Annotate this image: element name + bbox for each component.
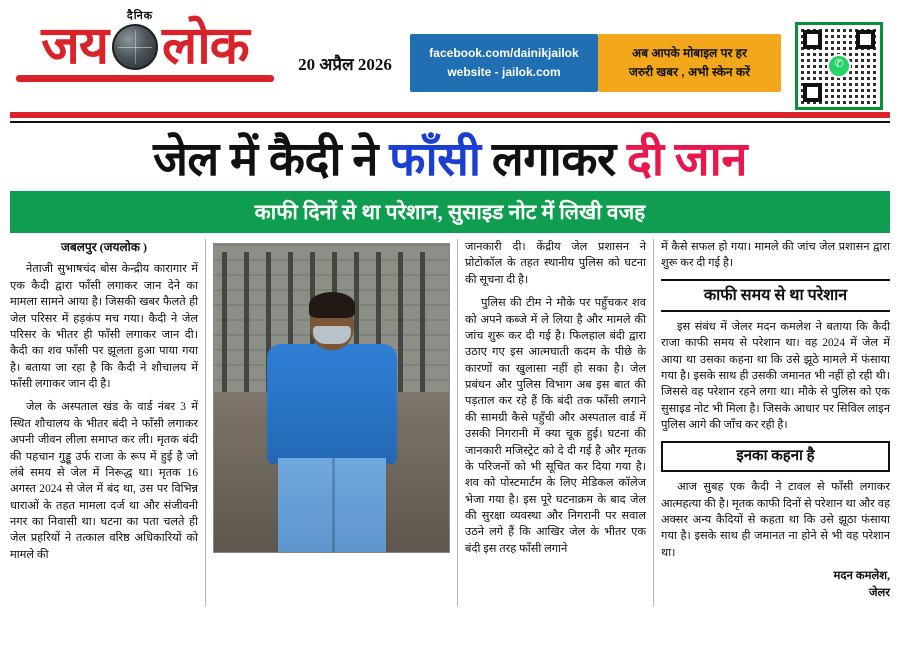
logo-word-left: जय: [41, 18, 109, 75]
logo-word-right: लोक: [162, 18, 249, 75]
qr-code-icon[interactable]: [801, 28, 877, 104]
jail-inmate-photo: [213, 243, 450, 553]
quote-box-heading: इनका कहना है: [661, 441, 890, 473]
headline-part-3: लगाकर: [480, 134, 627, 186]
masthead-thin-rule: [10, 121, 890, 123]
logo-wordmark: [10, 18, 280, 75]
edition-date: 20 अप्रैल 2026: [298, 55, 392, 74]
photo-person-legs: [278, 458, 386, 553]
paragraph: जेल के अस्पताल खंड के वार्ड नंबर 3 में स्थित शौचालय के भीतर बंदी ने फाँसी लगाकर अपनी जीवन लीला समाप्त कर ली। मृतक बंदी की पहचान गुड्डू उर्फ राजा के रूप में हुई है जो लंबे समय से जेल में निरूद्ध था। मृतक 16 अगस्त 2024 से जेल में बंद था, उस पर विभिन्न धाराओं के तहत मामला दर्ज था और संजीवनी नगर का निवासी था। घटना का पता चलते ही जेल प्रहरियों ने तत्काल वरिष्ठ अधिकारियों को मामले की: [10, 401, 198, 561]
paragraph: जानकारी दी। केंद्रीय जेल प्रशासन ने प्रोटोकॉल के तहत स्थानीय पुलिस को घटना की सूचना दी है।: [465, 241, 646, 286]
article-column-1: [10, 239, 206, 607]
photo-person-hair: [309, 292, 355, 318]
page-title: [10, 133, 890, 187]
scan-promo-block: [598, 34, 781, 92]
photo-person-mask: [313, 326, 351, 344]
qr-eye-bottom-left: [803, 83, 822, 102]
quote-text: आज सुबह एक कैदी ने टावल से फाँसी लगाकर आत्महत्या की है। मृतक काफी दिनों से परेशान था और वह अक्सर अन्य कैदियों से कहता था कि उसे झूठा फंसाया गया है। इसके साथ ही जमानत ना होने से भी वह परेशान था।: [661, 481, 890, 559]
qr-block[interactable]: [795, 22, 890, 110]
paragraph: पुलिस की टीम ने मौके पर पहुँचकर शव को अपने कब्जे में ले लिया है और मामले की जांच शुरू कर दी गई है। फिलहाल बंदी द्वारा उठाए गए इस आत्मघाती कदम के पीछे के कारणों का खुलासा नहीं हो सका है। जेल प्रबंधन और पुलिस विभाग अब इस बात की पड़ताल कर रहे हैं कि बंदी तक फाँसी लगाने की सामग्री कैसे पहुँची और अस्पताल वार्ड में उसकी निगरानी में क्या चूक हुई। घटना की जानकारी मजिस्ट्रेट को दे दी गई है और मृतक के परिजनों को भी सूचित कर दिया गया है। शव को पोस्टमार्टम के लिए मेडिकल कॉलेज भेजा गया है। इस पूरे घटनाक्रम के बाद जेल की सुरक्षा व्यवस्था और निगरानी पर सवाल उठने लगे हैं कि आखिर जेल के भीतर एक बंदी इस तरह फाँसी लगाने: [465, 297, 646, 555]
paragraph: इस संबंध में जेलर मदन कमलेश ने बताया कि कैदी राजा काफी समय से परेशान था। वह 2024 में जेल में आया था उसका कहना था कि उसे झूठे मामले में फंसाया गया है। इसके साथ ही उसकी जमानत भी नहीं हो रही थी। जिससे वह परेशान रहने लगा था। मौके से पुलिस को एक सुसाइड नोट भी मिला है। जिसके आधार पर सिविल लाइन पुलिस आगे की जाँच कर रही है।: [661, 320, 890, 432]
logo-kicker: दैनिक: [126, 10, 154, 22]
website-link[interactable]: website - jailok.com: [447, 65, 561, 80]
qr-frame: [795, 22, 883, 110]
paragraph: नेताजी सुभाषचंद बोस केन्द्रीय कारागार में एक कैदी द्वारा फाँसी लगाकर जान देने का मामला सामने आया है। जिसकी खबर फैलते ही जेल परिसर में हड़कंप मच गया। कैदी ने जेल परिसर के भीतर ही फाँसी लगाकर जान दी। कैदी का शव फाँसी पर झूलता हुआ पाया गया है। बताया जा रहा है कि कैदी ने शौचालय में फाँसी लगाकर जान दी है।: [10, 263, 198, 391]
dateline: जबलपुर (जयलोक ): [61, 240, 147, 255]
quote-author-name: मदन कमलेश,: [833, 570, 890, 583]
globe-icon: [112, 24, 158, 70]
newspaper-logo: [10, 8, 280, 82]
paragraph: में कैसे सफल हो गया। मामले की जांच जेल प्रशासन द्वारा शुरू कर दी गई है।: [661, 241, 890, 270]
quote-attribution: [661, 568, 890, 603]
logo-underline: [16, 75, 274, 82]
section-heading: काफी समय से था परेशान: [661, 279, 890, 312]
article-column-3: [458, 239, 654, 607]
masthead-red-rule: [10, 112, 890, 118]
article-column-4: [654, 239, 890, 607]
article-column-2: [206, 239, 458, 607]
article-body: [10, 239, 890, 607]
promo-line-2: जरुरी खबर , अभी स्केन करें: [628, 65, 751, 80]
qr-eye-top-right: [856, 30, 875, 49]
masthead: [0, 0, 900, 110]
whatsapp-icon: ✆: [827, 54, 851, 78]
subheadline-bar: काफी दिनों से था परेशान, सुसाइड नोट में लिखी वजह: [10, 191, 890, 233]
headline-part-2: फाँसी: [389, 134, 481, 186]
photo-person-body: [267, 344, 397, 464]
quote-author-title: जेलर: [868, 587, 890, 600]
qr-eye-top-left: [803, 30, 822, 49]
promo-line-1: अब आपके मोबाइल पर हर: [632, 46, 747, 60]
social-links-block[interactable]: [410, 34, 598, 92]
headline-part-1: जेल में कैदी ने: [153, 134, 390, 186]
facebook-link[interactable]: facebook.com/dainikjailok: [429, 46, 579, 60]
headline-part-4: दी जान: [626, 134, 747, 186]
